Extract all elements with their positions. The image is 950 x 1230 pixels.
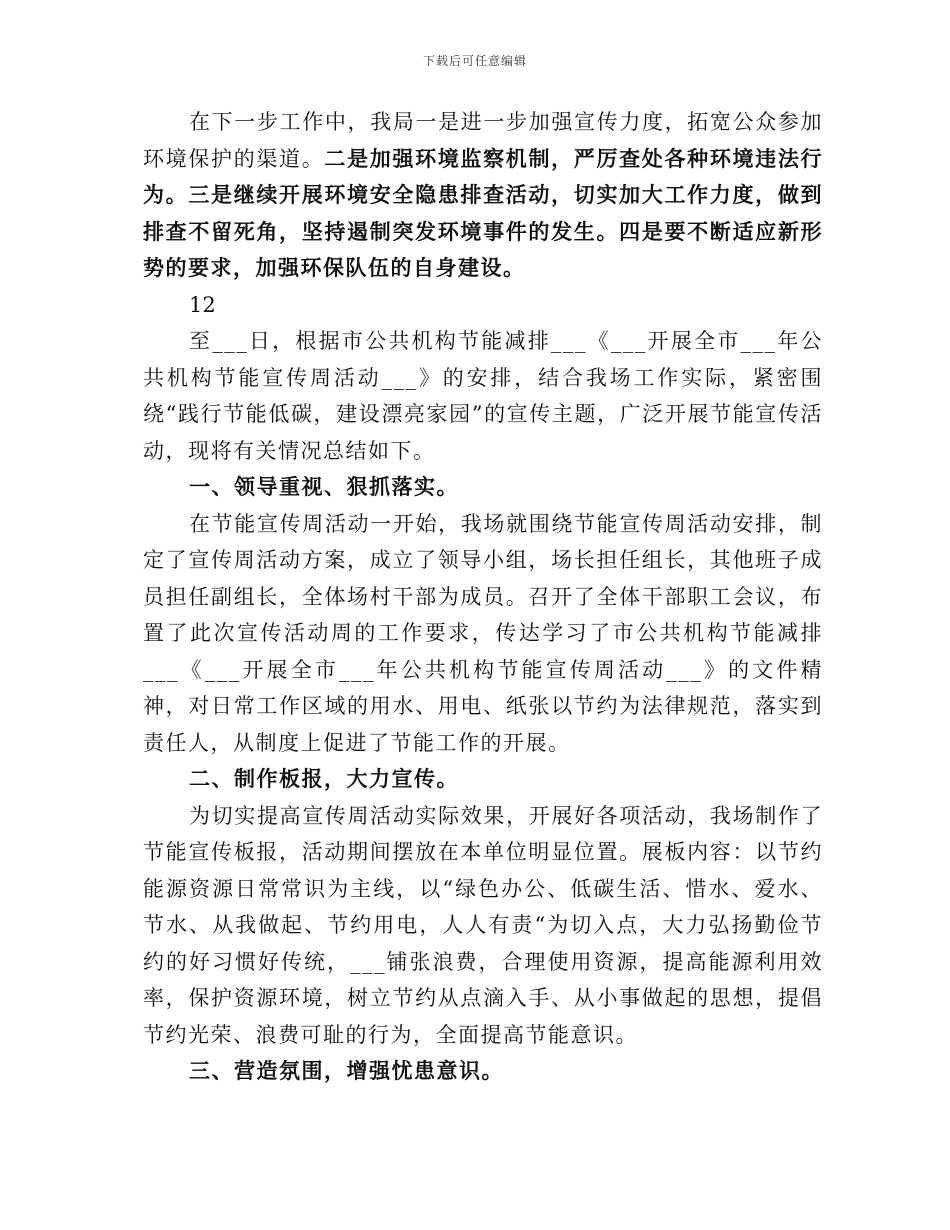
section-number: 12 [189,292,216,317]
paragraph-work-plan [143,104,823,287]
document-body [143,104,823,1090]
paragraph-work-plan-bold: 二是加强环境监察机制，严厉查处各种环境违法行为。三是继续开展环境安全隐患排查活动，切实加大工作力度，做到排查不留死角，坚持遏制突发环境事件的发生。四是要不断适应新形势的要求，加强环保队伍的自身建设。 [143,145,824,280]
paragraph-blackboard: 为切实提高宣传周活动实际效果，开展好各项活动，我场制作了节能宣传板报，活动期间摆放在本单位明显位置。展板内容：以节约能源资源日常常识为主线，以“绿色办公、低碳生活、惜水、爱水、节水、从我做起、节约用电，人人有责“为切入点，大力弘扬勤俭节约的好习惯好传统，___铺张浪费，合理使用资源，提高能源利用效率，保护资源环境，树立节约从点滴入手、从小事做起的思想，提倡节约光荣、浪费可耻的行为，全面提高节能意识。 [143,803,823,1047]
heading-leadership: 一、领导重视、狠抓落实。 [189,474,459,499]
paragraph-work-plan-normal: 在下一步工作中，我局一是进一步加强宣传力度，拓宽公众参加环境保护的渠道。 [143,110,823,171]
page-header: 下载后可任意编辑 [422,54,527,68]
paragraph-leadership: 在节能宣传周活动一开始，我场就围绕节能宣传周活动安排，制定了宣传周活动方案，成立了领导小组，场长担任组长，其他班子成员担任副组长，全体场村干部为成员。召开了全体干部职工会议，布置了此次宣传活动周的工作要求，传达学习了市公共机构节能减排___《___开展全市___年公共机构节能宣传周活动___》的文件精神，对日常工作区域的用水、用电、纸张以节约为法律规范，落实到责任人，从制度上促进了节能工作的开展。 [143,511,823,755]
heading-blackboard: 二、制作板报，大力宣传。 [189,766,459,791]
paragraph-intro: 至___日，根据市公共机构节能减排___《___开展全市___年公共机构节能宣传周活动___》的安排，结合我场工作实际，紧密围绕“践行节能低碳，建设漂亮家园”的宣传主题，广泛开展节能宣传活动，现将有关情况总结如下。 [143,329,823,463]
heading-atmosphere: 三、营造氛围，增强忧患意识。 [189,1058,504,1083]
